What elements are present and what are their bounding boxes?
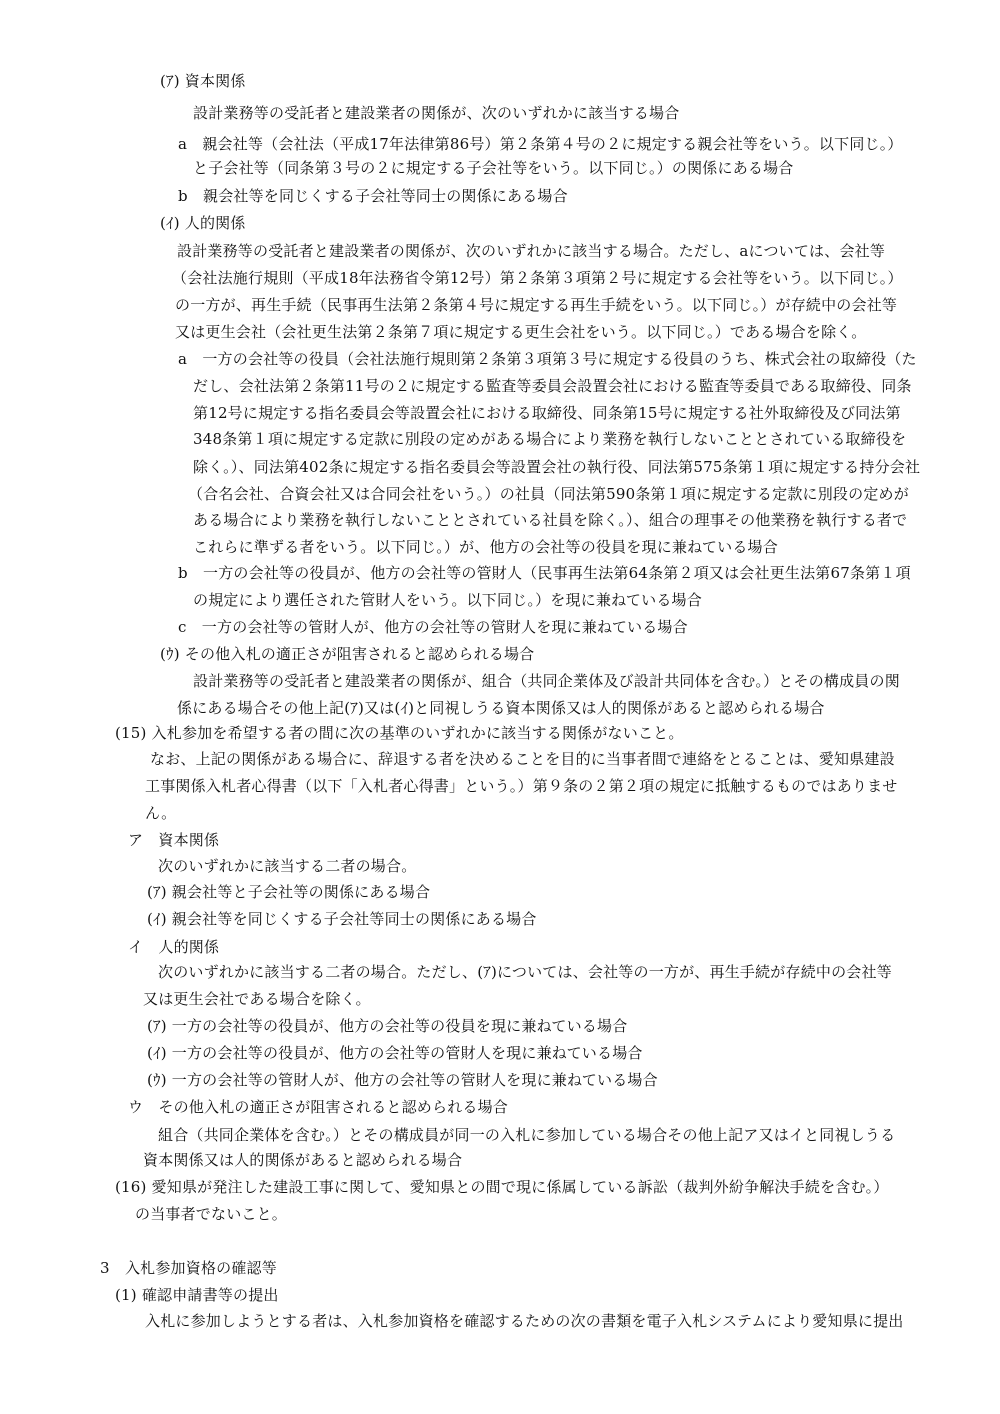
list-item-b: b 親会社等を同じくする子会社等同士の関係にある場合 (178, 187, 568, 205)
text-line: 又は更生会社（会社更生法第２条第７項に規定する更生会社をいう。以下同じ。）である場合を除く。 (175, 323, 867, 341)
text-line: 次のいずれかに該当する二者の場合。ただし、(ｱ)については、会社等の一方が、再生手続が存続中の会社等 (158, 963, 892, 981)
text-line: の一方が、再生手続（民事再生法第２条第４号に規定する再生手続をいう。以下同じ。）が存続中の会社等 (175, 296, 898, 314)
text-line: （合名会社、合資会社又は合同会社をいう。）の社員（同法第590条第１項に規定する定款に別段の定めが (188, 485, 909, 503)
heading-personal-relation: (ｲ) 人的関係 (160, 214, 246, 232)
text-line: 設計業務等の受託者と建設業者の関係が、次のいずれかに該当する場合 (193, 104, 680, 122)
list-item: (ｳ) 一方の会社等の管財人が、他方の会社等の管財人を現に兼ねている場合 (147, 1071, 658, 1089)
text-line: 入札に参加しようとする者は、入札参加資格を確認するための次の書類を電子入札システムにより愛知県に提出 (145, 1312, 904, 1330)
list-item: (ｱ) 一方の会社等の役員が、他方の会社等の役員を現に兼ねている場合 (147, 1017, 628, 1035)
text-line: と子会社等（同条第３号の２に規定する子会社等をいう。以下同じ。）の関係にある場合 (193, 159, 794, 177)
text-line: の規定により選任された管財人をいう。以下同じ。）を現に兼ねている場合 (193, 591, 702, 609)
text-line: これらに準ずる者をいう。以下同じ。）が、他方の会社等の役員を現に兼ねている場合 (193, 538, 778, 556)
section-heading-3: 3 入札参加資格の確認等 (100, 1259, 277, 1277)
heading-capital-relation: (ｱ) 資本関係 (160, 72, 246, 90)
heading-a-capital: ア 資本関係 (128, 831, 220, 849)
text-line: 係にある場合その他上記(ｱ)又は(ｲ)と同視しうる資本関係又は人的関係があると認められる場合 (177, 699, 825, 717)
heading-i-personal: イ 人的関係 (128, 938, 220, 956)
text-line: 348条第１項に規定する定款に別段の定めがある場合により業務を執行しないこととされている取締役を (193, 430, 907, 448)
list-item: (ｱ) 親会社等と子会社等の関係にある場合 (147, 883, 431, 901)
text-line: 設計業務等の受託者と建設業者の関係が、組合（共同企業体及び設計共同体を含む。）とその構成員の関 (193, 672, 900, 690)
text-line: 次のいずれかに該当する二者の場合。 (158, 857, 417, 875)
list-item-c: c 一方の会社等の管財人が、他方の会社等の管財人を現に兼ねている場合 (178, 618, 688, 636)
text-line: ん。 (145, 804, 177, 822)
list-item-a: a 一方の会社等の役員（会社法施行規則第２条第３項第３号に規定する役員のうち、株式会社の取締役（た (178, 350, 917, 368)
subsection-heading-1: (1) 確認申請書等の提出 (115, 1286, 279, 1304)
text-line: なお、上記の関係がある場合に、辞退する者を決めることを目的に当事者間で連絡をとることは、愛知県建設 (150, 750, 895, 768)
list-item-a: a 親会社等（会社法（平成17年法律第86号）第２条第４号の２に規定する親会社等をいう。以下同じ。） (178, 135, 903, 153)
text-line: の当事者でないこと。 (135, 1205, 288, 1223)
text-line: 工事関係入札者心得書（以下「入札者心得書」という。）第９条の２第２項の規定に抵触するものではありませ (145, 777, 898, 795)
list-item: (ｲ) 親会社等を同じくする子会社等同士の関係にある場合 (147, 910, 537, 928)
text-line: だし、会社法第２条第11号の２に規定する監査等委員会設置会社における監査等委員である取締役、同条 (193, 377, 912, 395)
section-item-15: (15) 入札参加を希望する者の間に次の基準のいずれかに該当する関係がないこと。 (115, 724, 684, 742)
list-item-b: b 一方の会社等の役員が、他方の会社等の管財人（民事再生法第64条第２項又は会社更生法第67条第１項 (178, 564, 911, 582)
text-line: 除く。）、同法第402条に規定する指名委員会等設置会社の執行役、同法第575条第１項に規定する持分会社 (193, 458, 921, 476)
section-item-16: (16) 愛知県が発注した建設工事に関して、愛知県との間で現に係属している訴訟（裁判外紛争解決手続を含む。） (115, 1178, 889, 1196)
text-line: ある場合により業務を執行しないこととされている社員を除く。）、組合の理事その他業務を執行する者で (193, 511, 908, 529)
text-line: 第12号に規定する指名委員会等設置会社における取締役、同条第15号に規定する社外取締役及び同法第 (193, 404, 901, 422)
heading-other: (ｳ) その他入札の適正さが阻害されると認められる場合 (160, 645, 535, 663)
text-line: 資本関係又は人的関係があると認められる場合 (143, 1151, 463, 1169)
text-line: 又は更生会社である場合を除く。 (143, 990, 371, 1008)
list-item: (ｲ) 一方の会社等の役員が、他方の会社等の管財人を現に兼ねている場合 (147, 1044, 643, 1062)
heading-u-other: ウ その他入札の適正さが阻害されると認められる場合 (128, 1098, 509, 1116)
text-line: 設計業務等の受託者と建設業者の関係が、次のいずれかに該当する場合。ただし、aについては、会社等 (177, 242, 886, 260)
text-line: 組合（共同企業体を含む。）とその構成員が同一の入札に参加している場合その他上記ア又はイと同視しうる (158, 1126, 896, 1144)
text-line: （会社法施行規則（平成18年法務省令第12号）第２条第３項第２号に規定する会社等をいう。以下同じ。） (172, 269, 903, 287)
